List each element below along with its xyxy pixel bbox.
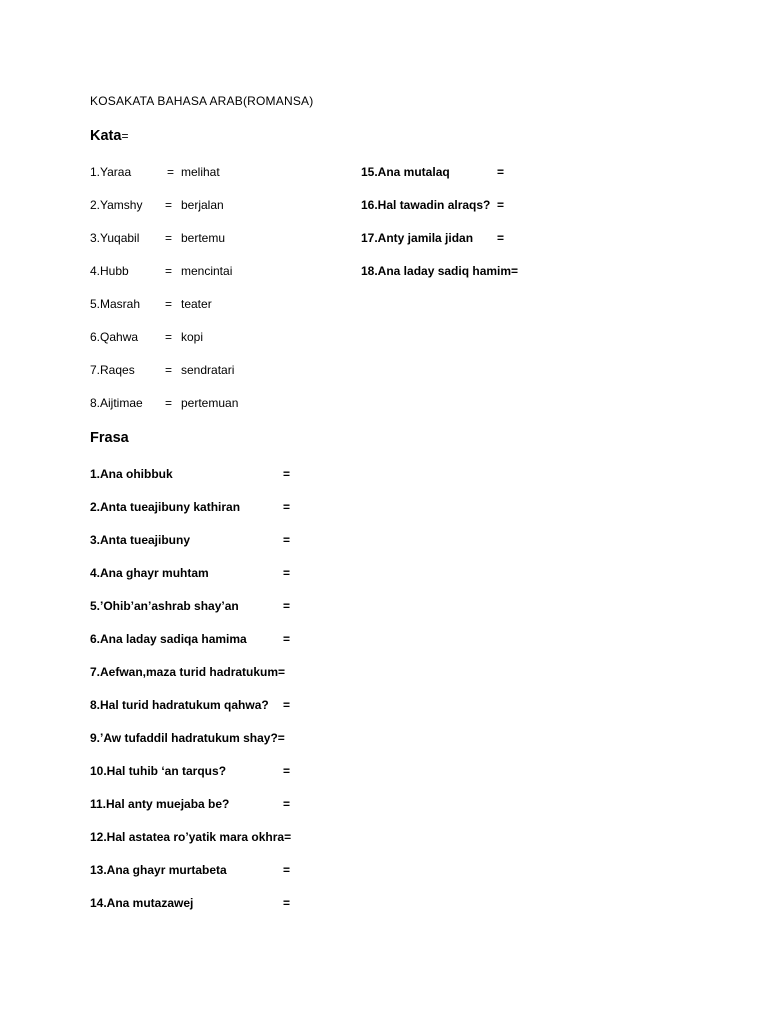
kata-eq: = [497,231,505,245]
frasa-term: 2.Anta tueajibuny kathiran [90,500,241,514]
kata-eq: = [497,165,505,179]
kata-meaning: pertemuan [181,396,239,410]
frasa-eq: = [283,599,291,613]
frasa-term: 5.’Ohib’an’ashrab shay’an [90,599,239,613]
kata-term: 1.Yaraa [90,165,132,179]
kata-meaning: teater [181,297,212,311]
frasa-eq: = [283,764,291,778]
frasa-term: 12.Hal astatea ro’yatik mara okhra= [90,830,292,844]
kata-heading-eq: = [121,129,129,143]
kata-term: 5.Masrah [90,297,141,311]
kata-term: 4.Hubb [90,264,129,278]
kata-heading-label: Kata [90,128,122,144]
frasa-term: 8.Hal turid hadratukum qahwa? [90,698,269,712]
frasa-term: 14.Ana mutazawej [90,896,194,910]
document-title: KOSAKATA BAHASA ARAB(ROMANSA) [90,94,314,108]
frasa-term: 13.Ana ghayr murtabeta [90,863,227,877]
kata-meaning: bertemu [181,231,226,245]
frasa-term: 4.Ana ghayr muhtam [90,566,209,580]
kata-eq: = [165,264,173,278]
frasa-eq: = [283,896,291,910]
kata-term: 3.Yuqabil [90,231,140,245]
frasa-term: 3.Anta tueajibuny [90,533,191,547]
kata-eq: = [165,297,173,311]
kata-term: 6.Qahwa [90,330,139,344]
kata-eq: = [165,198,173,212]
frasa-eq: = [283,566,291,580]
frasa-term: 1.Ana ohibbuk [90,467,173,481]
kata-meaning: melihat [181,165,220,179]
frasa-eq: = [283,797,291,811]
kata-term: 7.Raqes [90,363,135,377]
kata-term: 16.Hal tawadin alraqs? [361,198,491,212]
frasa-term: 6.Ana laday sadiqa hamima [90,632,247,646]
kata-meaning: mencintai [181,264,233,278]
frasa-eq: = [283,698,291,712]
kata-eq: = [167,165,175,179]
kata-term: 8.Aijtimae [90,396,143,410]
kata-term: 15.Ana mutalaq [361,165,450,179]
kata-eq: = [165,231,173,245]
kata-eq: = [165,363,173,377]
kata-eq: = [165,396,173,410]
frasa-eq: = [283,863,291,877]
frasa-eq: = [283,533,291,547]
frasa-eq: = [283,467,291,481]
frasa-term: 9.’Aw tufaddil hadratukum shay?= [90,731,285,745]
kata-term: 2.Yamshy [90,198,143,212]
kata-meaning: sendratari [181,363,235,377]
frasa-eq: = [283,500,291,514]
kata-meaning: kopi [181,330,204,344]
frasa-eq: = [283,632,291,646]
kata-meaning: berjalan [181,198,224,212]
kata-eq: = [165,330,173,344]
kata-eq: = [497,198,505,212]
kata-heading [90,128,128,144]
frasa-term: 10.Hal tuhib ‘an tarqus? [90,764,227,778]
frasa-term: 7.Aefwan,maza turid hadratukum= [90,665,286,679]
frasa-term: 11.Hal anty muejaba be? [90,797,230,811]
kata-term: 17.Anty jamila jidan [361,231,474,245]
frasa-heading: Frasa [90,430,129,446]
kata-term: 18.Ana laday sadiq hamim= [361,264,519,278]
